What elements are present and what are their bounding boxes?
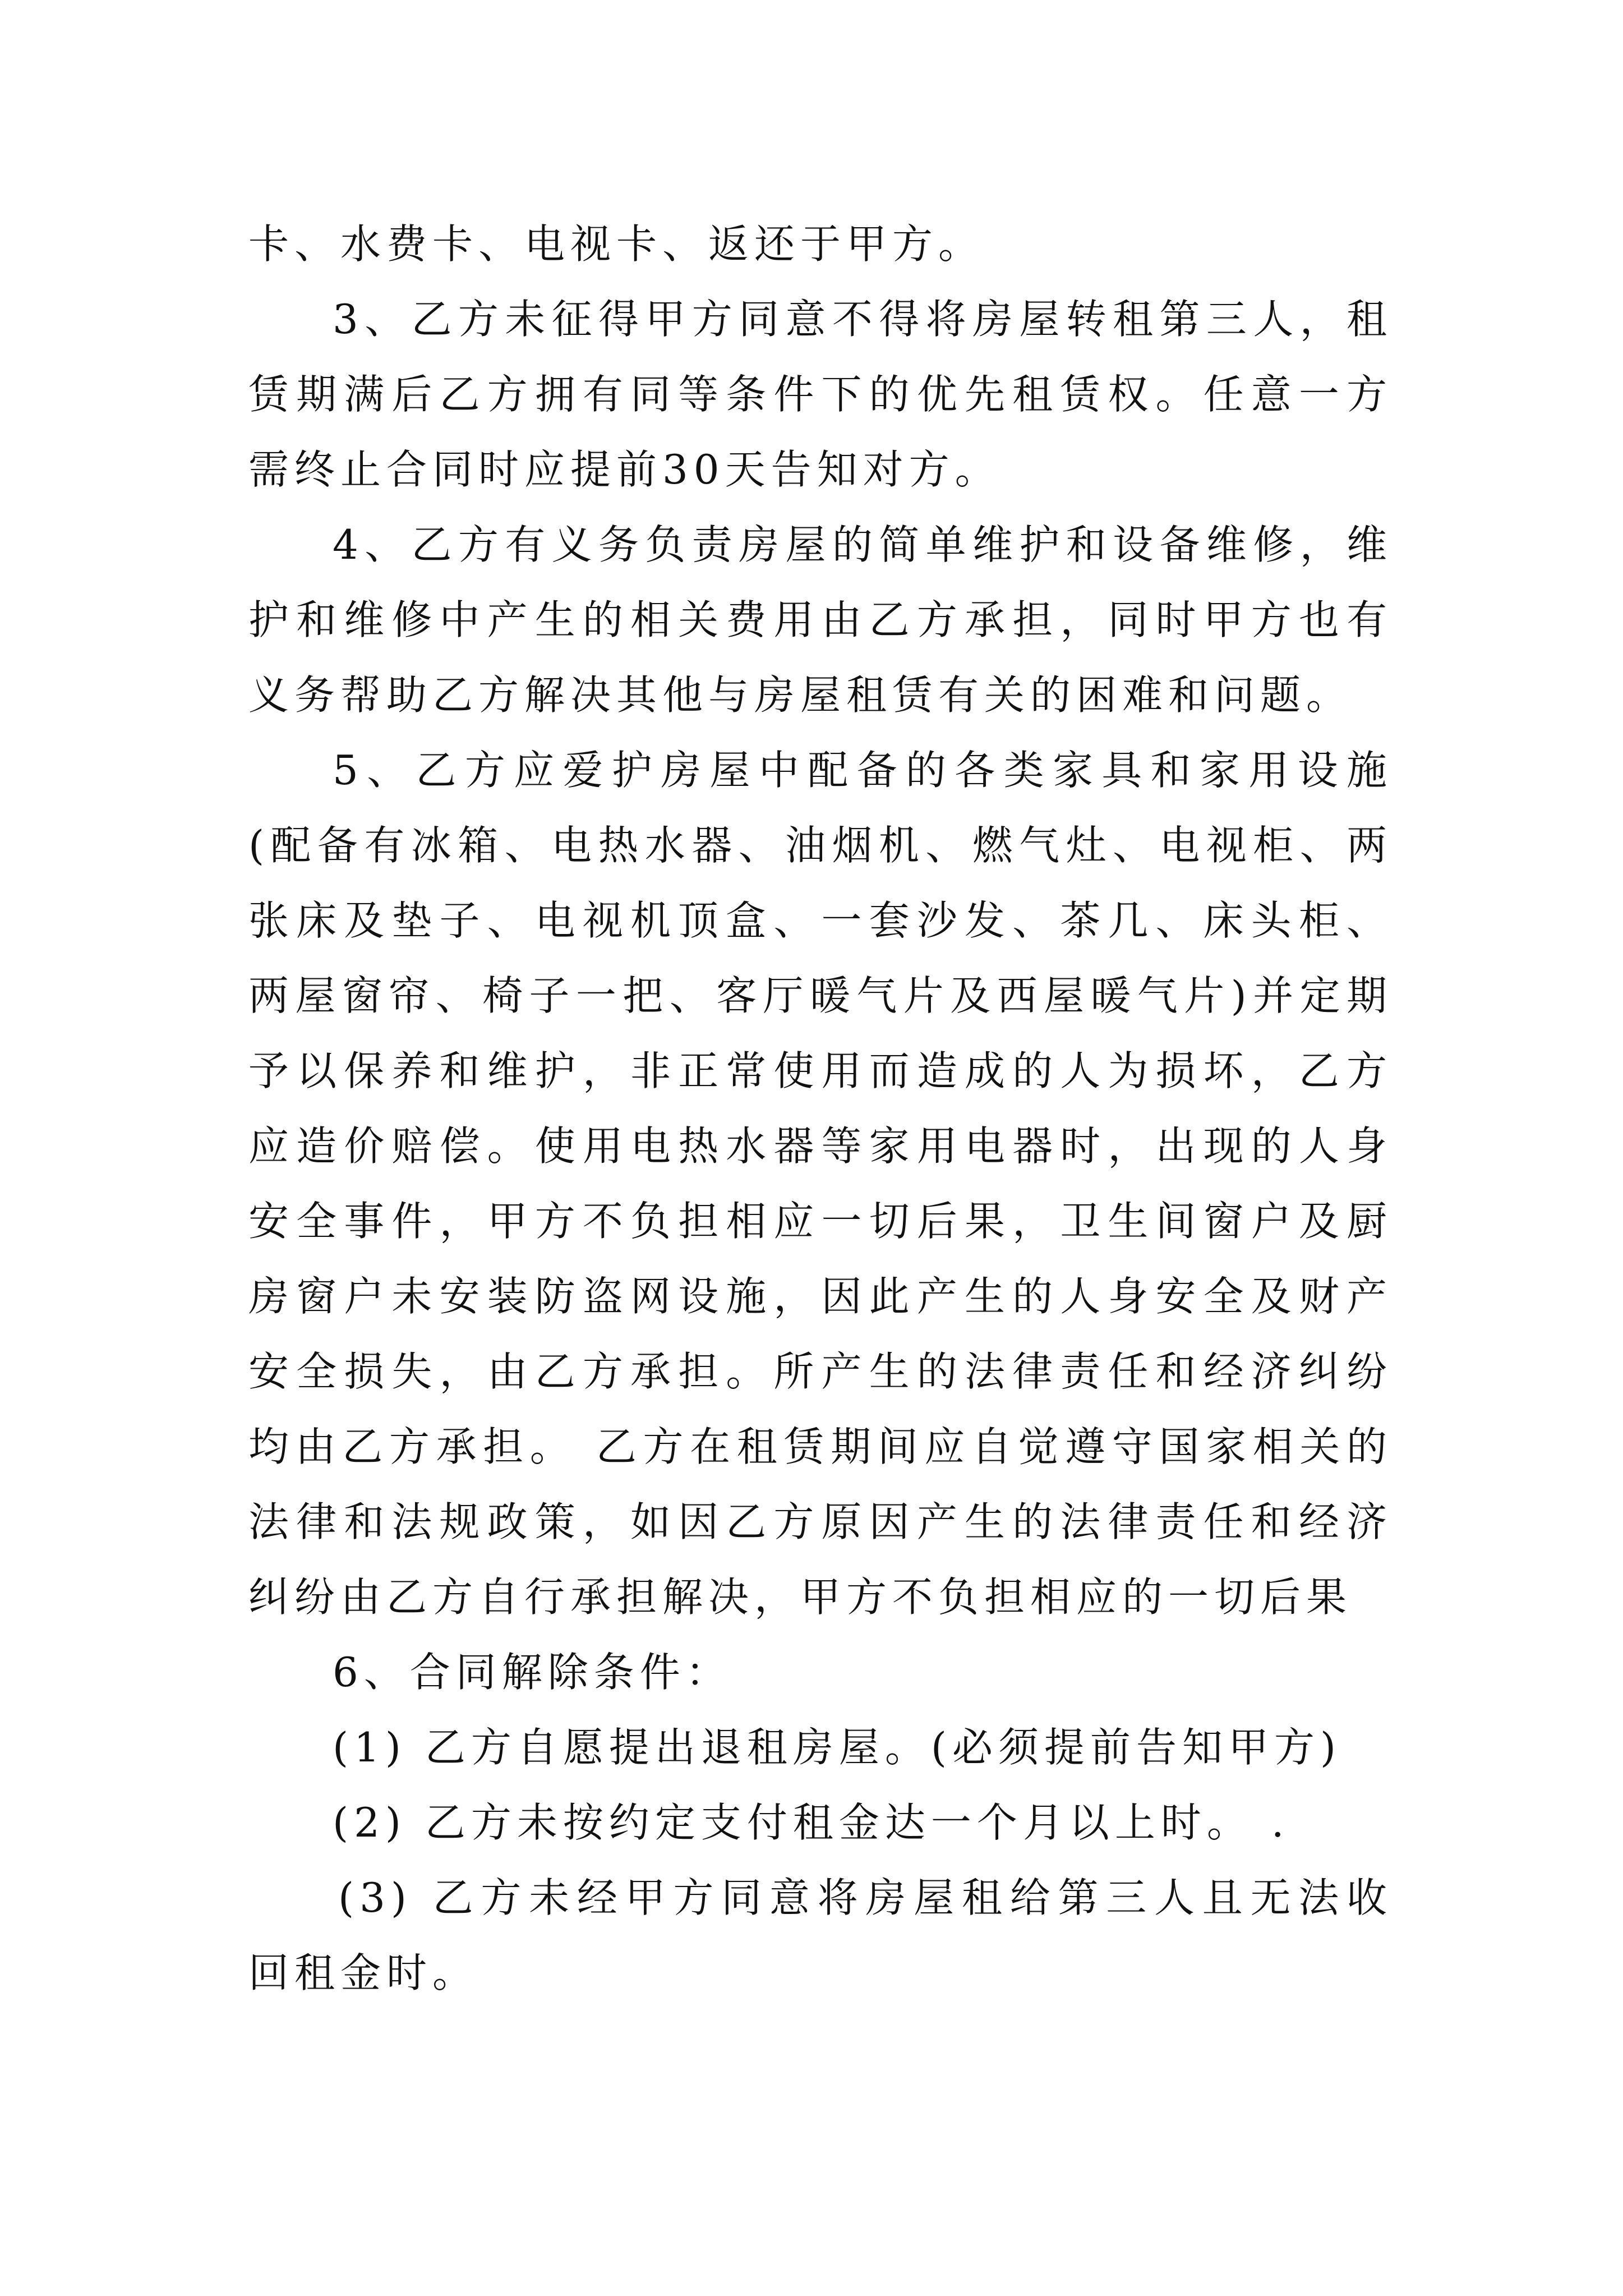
paragraph-clause-3: 3、乙方未征得甲方同意不得将房屋转租第三人，租赁期满后乙方拥有同等条件下的优先租赁权。任意一方需终止合同时应提前30天告知对方。 [248,296,1393,493]
paragraph-continuation: 卡、水费卡、电视卡、返还于甲方。 [248,220,985,268]
paragraph-clause-6: 6、合同解除条件： [333,1649,732,1696]
paragraph-clause-5: 5、乙方应爱护房屋中配备的各类家具和家用设施(配备有冰箱、电热水器、油烟机、燃气灶、电视柜、两张床及垫子、电视机顶盒、一套沙发、茶几、床头柜、两屋窗帘、椅子一把、客厅暖气片及西屋暖气片)并定期予以保养和维护，非正常使用而造成的人为损坏，乙方应造价赔偿。使用电热水器等家用电器时，出现的人身安全事件，甲方不负担相应一切后果，卫生间窗户及厨房窗户未安装防盗网设施，因此产生的人身安全及财产安全损失，由乙方承担。所产生的法律责任和经济纠纷均由乙方承担。 乙方在租赁期间应自觉遵守国家相关的法律和法规政策，如因乙方原因产生的法律责任和经济纠纷由乙方自行承担解决，甲方不负担相应的一切后果 [248,747,1393,1621]
termination-item-1: (1) 乙方自愿提出退租房屋。(必须提前告知甲方) [333,1724,1342,1771]
termination-item-2: (2) 乙方未按约定支付租金达一个月以上时。 . [333,1799,1290,1846]
document-body [248,206,1393,2010]
termination-item-3: (3) 乙方未经甲方同意将房屋租给第三人且无法收回租金时。 [248,1874,1393,1996]
paragraph-clause-4: 4、乙方有义务负责房屋的简单维护和设备维修，维护和维修中产生的相关费用由乙方承担，同时甲方也有义务帮助乙方解决其他与房屋租赁有关的困难和问题。 [248,521,1393,719]
